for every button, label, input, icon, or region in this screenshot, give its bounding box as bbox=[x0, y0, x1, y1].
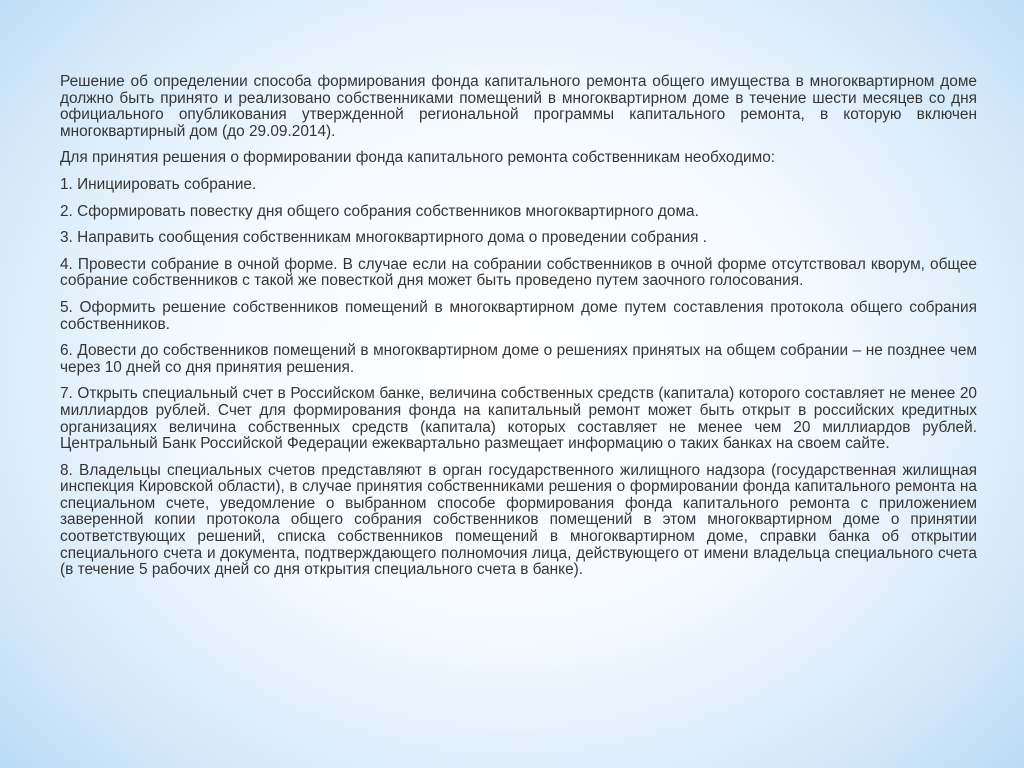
step-4-hold-meeting: 4. Провести собрание в очной форме. В случае если на собрании собственников в очной форме отсутствовал кворум, общее собрание собственников с такой же повесткой дня может быть проведено путем заочного голосования. bbox=[60, 255, 977, 290]
step-7-open-special-account: 7. Открыть специальный счет в Российском банке, величина собственных средств (капитала) которого составляет не менее 20 миллиардов рублей. Счет для формирования фонда на капитальный ремонт может быть открыт в российских кредитных организациях величина собственных средств (капитала) которых составляет не менее чем 20 миллиардов рублей. Центральный Банк Российской Федерации ежеквартально размещает информацию о таких банках на своем сайте. bbox=[60, 385, 977, 453]
requirements-heading: Для принятия решения о формировании фонда капитального ремонта собственникам необходимо: bbox=[60, 149, 776, 167]
slide-text-body bbox=[60, 74, 977, 579]
step-3-send-notices: 3. Направить сообщения собственникам многоквартирного дома о проведении собрания . bbox=[60, 229, 708, 247]
step-6-inform-owners: 6. Довести до собственников помещений в многоквартирном доме о решениях принятых на общем собрании – не позднее чем через 10 дней со дня принятия решения. bbox=[60, 342, 977, 376]
step-2-form-agenda: 2. Сформировать повестку дня общего собрания собственников многоквартирного дома. bbox=[60, 202, 699, 220]
step-1-initiate-meeting: 1. Инициировать собрание. bbox=[60, 175, 257, 193]
step-8-submit-notification: 8. Владельцы специальных счетов представляют в орган государственного жилищного надзора (государственная жилищная инспекция Кировской области), в случае принятия собственниками решения о формировании фонда капитального ремонта на специальном счете, уведомление о выбранном способе формирования фонда капитального ремонта с приложением заверенной копии протокола общего собрания собственников помещений в этом многоквартирном доме о принятии соответствующих решений, списка собственников помещений в многоквартирном доме, справки банка об открытии специального счета и документа, подтверждающего полномочия лица, действующего от имени владельца специального счета (в течение 5 рабочих дней со дня открытия специального счета в банке). bbox=[60, 461, 977, 579]
intro-paragraph: Решение об определении способа формирования фонда капитального ремонта общего имущества в многоквартирном доме должно быть принято и реализовано собственниками помещений в многоквартирном доме в течение шести месяцев со дня официального опубликования утвержденной региональной программы капитального ремонта, в которую включен многоквартирный дом (до 29.09.2014). bbox=[60, 73, 977, 140]
step-5-draw-up-protocol: 5. Оформить решение собственников помещений в многоквартирном доме путем составления протокола общего собрания собственников. bbox=[60, 298, 977, 333]
